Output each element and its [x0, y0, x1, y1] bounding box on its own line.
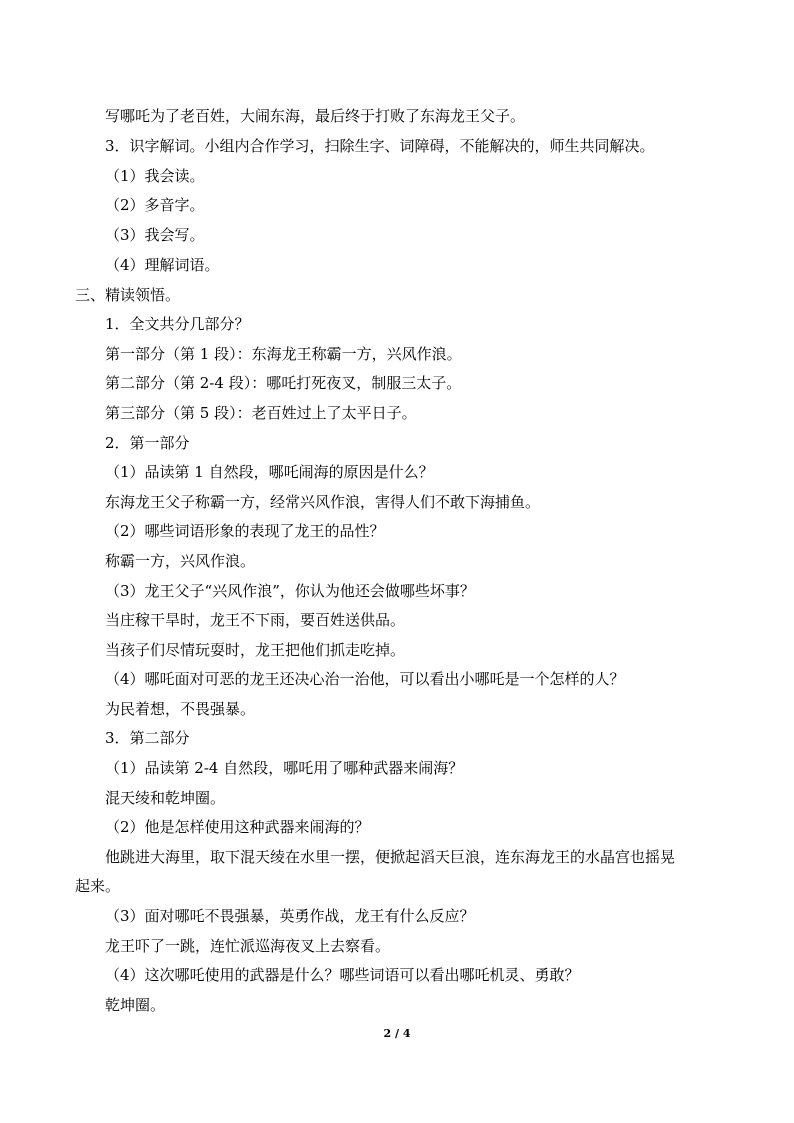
paragraph-line: 东海龙王父子称霸一方，经常兴风作浪，害得人们不敢下海捕鱼。: [105, 493, 541, 511]
paragraph-line: （4）这次哪吒使用的武器是什么？哪些词语可以看出哪吒机灵、勇敢？: [105, 966, 580, 984]
paragraph-line: 1．全文共分几部分？: [105, 315, 250, 333]
paragraph-line: （2）哪些词语形象的表现了龙王的品性？: [105, 522, 385, 540]
paragraph-line: 当庄稼干旱时，龙王不下雨，要百姓送供品。: [105, 611, 406, 629]
section-heading: 三、精读领悟。: [75, 286, 181, 304]
paragraph-line: 第一部分（第 1 段）：东海龙王称霸一方，兴风作浪。: [105, 345, 462, 363]
paragraph-line: 混天绫和乾坤圈。: [105, 789, 226, 807]
paragraph-line: 乾坤圈。: [105, 996, 166, 1014]
paragraph-line: 称霸一方，兴风作浪。: [105, 552, 256, 570]
paragraph-line: 写哪吒为了老百姓，大闹东海，最后终于打败了东海龙王父子。: [105, 107, 526, 125]
paragraph-line: （4）哪吒面对可恶的龙王还决心治一治他，可以看出小哪吒是一个怎样的人？: [105, 670, 625, 688]
paragraph-line: 龙王吓了一跳，连忙派巡海夜叉上去察看。: [105, 937, 391, 955]
paragraph-line: （2）多音字。: [105, 196, 205, 214]
paragraph-line: 为民着想，不畏强暴。: [105, 700, 256, 718]
page-number: 2 / 4: [383, 1027, 411, 1040]
paragraph-line: 3．第二部分: [105, 729, 190, 747]
paragraph-line: （1）品读第 1 自然段，哪吒闹海的原因是什么？: [105, 463, 434, 481]
paragraph-line: 当孩子们尽情玩耍时，龙王把他们抓走吃掉。: [105, 641, 406, 659]
paragraph-line: 他跳进大海里，取下混天绫在水里一摆，便掀起滔天巨浪，连东海龙王的水晶宫也摇晃: [105, 848, 676, 866]
paragraph-line: （3）龙王父子“兴风作浪”，你认为他还会做哪些坏事？: [105, 582, 475, 600]
paragraph-line: 起来。: [75, 877, 121, 895]
paragraph-line: （1）我会读。: [105, 167, 205, 185]
paragraph-line: （1）品读第 2-4 自然段，哪吒用了哪种武器来闹海？: [105, 759, 464, 777]
paragraph-line: 第三部分（第 5 段）：老百姓过上了太平日子。: [105, 404, 417, 422]
paragraph-line: （3）我会写。: [105, 226, 205, 244]
paragraph-line: 3．识字解词。小组内合作学习，扫除生字、词障碍，不能解决的，师生共同解决。: [105, 137, 655, 155]
paragraph-line: （2）他是怎样使用这种武器来闹海的？: [105, 818, 370, 836]
paragraph-line: （4）理解词语。: [105, 256, 220, 274]
paragraph-line: 2．第一部分: [105, 434, 190, 452]
paragraph-line: 第二部分（第 2-4 段）：哪吒打死夜叉，制服三太子。: [105, 374, 462, 392]
paragraph-line: （3）面对哪吒不畏强暴，英勇作战，龙王有什么反应？: [105, 907, 475, 925]
